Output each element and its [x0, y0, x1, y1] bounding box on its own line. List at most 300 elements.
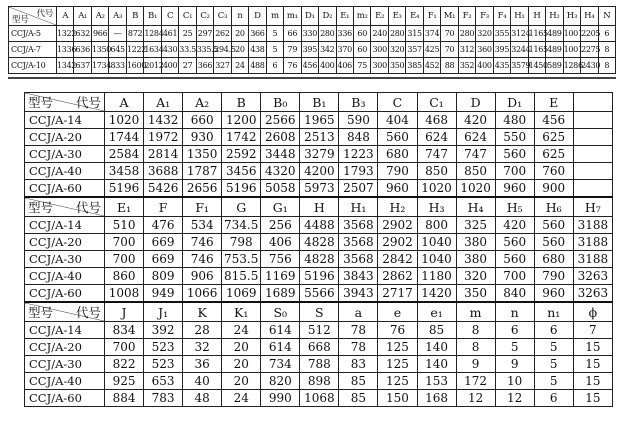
value-cell: 40 [183, 373, 222, 390]
value-cell: 380 [456, 234, 495, 251]
value-cell: 25 [179, 26, 196, 42]
value-cell: 2205 [581, 26, 598, 42]
value-cell: 488 [249, 58, 266, 74]
empty-cell [573, 146, 612, 163]
value-cell: 370 [336, 42, 353, 58]
table-row [25, 180, 613, 198]
value-cell: 6 [495, 322, 534, 339]
value-cell: 1600 [126, 58, 143, 74]
column-header: E₃ [388, 7, 405, 26]
spec-table-large [24, 92, 613, 407]
value-cell: 848 [339, 129, 378, 146]
column-header: ϕ [573, 302, 612, 322]
value-cell: 2592 [222, 146, 261, 163]
value-cell: 406 [336, 58, 353, 74]
column-header: H₃ [417, 197, 456, 217]
value-cell: 357 [406, 42, 423, 58]
spec-table-small [8, 6, 616, 74]
value-cell: 624 [456, 129, 495, 146]
table-row [25, 146, 613, 163]
value-cell: 1322 [57, 26, 74, 42]
value-cell: 8 [598, 42, 615, 58]
column-header: H₂ [378, 197, 417, 217]
value-cell: 798 [222, 234, 261, 251]
value-cell: 534 [183, 217, 222, 234]
table-row [25, 285, 613, 303]
value-cell: 1069 [222, 285, 261, 303]
column-header: a [339, 302, 378, 322]
value-cell: 747 [456, 146, 495, 163]
value-cell: 350 [456, 285, 495, 303]
value-cell: 850 [417, 163, 456, 180]
value-cell: 990 [261, 390, 300, 407]
code-header-label: 代号 [75, 95, 101, 110]
value-cell: 624 [417, 129, 456, 146]
model-cell: CCJ/A-30 [25, 251, 105, 268]
value-cell: 2275 [581, 42, 598, 58]
column-header: M₁ [441, 7, 458, 26]
value-cell: 76 [378, 322, 417, 339]
column-header: n [495, 302, 534, 322]
value-cell: 669 [144, 234, 183, 251]
value-cell: 325 [456, 217, 495, 234]
value-cell: 360 [476, 42, 493, 58]
value-cell: 1066 [183, 285, 222, 303]
value-cell: 476 [144, 217, 183, 234]
model-header-label: 型号 [28, 95, 54, 110]
column-header: J [105, 302, 144, 322]
value-cell: 746 [183, 234, 222, 251]
column-header: D₁ [301, 7, 318, 26]
value-cell: 788 [300, 356, 339, 373]
value-cell: 1020 [456, 180, 495, 198]
value-cell: 400 [319, 58, 336, 74]
value-cell: 342 [319, 42, 336, 58]
value-cell: 1180 [417, 268, 456, 285]
value-cell: 3568 [339, 234, 378, 251]
table-row [25, 356, 613, 373]
model-cell: CCJ/A-20 [25, 339, 105, 356]
value-cell: 280 [458, 26, 475, 42]
value-cell: 636 [74, 42, 91, 58]
column-header: D [456, 93, 495, 112]
value-cell: 1040 [417, 251, 456, 268]
value-cell: 10 [495, 373, 534, 390]
value-cell: 4320 [261, 163, 300, 180]
model-header-label: 型号 [12, 15, 29, 25]
column-header: H₄ [456, 197, 495, 217]
value-cell: 3579 [511, 58, 528, 74]
model-cell: CCJ/A-40 [25, 268, 105, 285]
table-row [25, 322, 613, 339]
value-cell: 312 [458, 42, 475, 58]
value-cell: 645 [109, 42, 126, 58]
model-cell: CCJ/A-40 [25, 373, 105, 390]
value-cell: 5 [495, 339, 534, 356]
value-cell: 949 [144, 285, 183, 303]
value-cell: 28 [183, 322, 222, 339]
value-cell: 240 [371, 26, 388, 42]
column-header: C₁ [417, 93, 456, 112]
column-header: D₂ [319, 7, 336, 26]
value-cell: 700 [105, 251, 144, 268]
value-cell: 790 [378, 163, 417, 180]
model-cell: CCJ/A-60 [25, 285, 105, 303]
column-header: C [161, 7, 178, 26]
column-header: H [300, 197, 339, 217]
value-cell: 1634 [144, 42, 161, 58]
value-cell: 1787 [183, 163, 222, 180]
value-cell: 2842 [378, 251, 417, 268]
value-cell: 790 [534, 268, 573, 285]
value-cell: 76 [284, 58, 301, 74]
value-cell: 4488 [300, 217, 339, 234]
value-cell: 3448 [261, 146, 300, 163]
empty-cell [573, 112, 612, 129]
column-header: F₁ [423, 7, 440, 26]
table-row [25, 251, 613, 268]
value-cell: 3263 [573, 285, 612, 303]
value-cell: 960 [534, 285, 573, 303]
model-cell: CCJ/A-20 [25, 234, 105, 251]
value-cell: 300 [371, 42, 388, 58]
value-cell: 734.5 [222, 217, 261, 234]
value-cell: 1734 [91, 58, 108, 74]
value-cell: 5 [534, 373, 573, 390]
value-cell: 1169 [261, 268, 300, 285]
table-row [25, 268, 613, 285]
value-cell: 960 [378, 180, 417, 198]
column-header: F [144, 197, 183, 217]
column-header: H₁ [339, 197, 378, 217]
value-cell: 760 [534, 163, 573, 180]
column-header: H₇ [573, 197, 612, 217]
value-cell: 489 [546, 42, 563, 58]
value-cell: 355 [493, 26, 510, 42]
value-cell: 60 [353, 26, 370, 42]
model-cell: CCJ/A-10 [9, 58, 57, 74]
value-cell: 27 [179, 58, 196, 74]
value-cell: 395 [493, 42, 510, 58]
column-header: n [231, 7, 248, 26]
column-header: A₂ [91, 7, 108, 26]
value-cell: 320 [456, 268, 495, 285]
value-cell: 2862 [378, 268, 417, 285]
column-header: m₁ [284, 7, 301, 26]
column-header: F₁ [183, 197, 222, 217]
value-cell: 461 [161, 26, 178, 42]
value-cell: 480 [495, 112, 534, 129]
value-cell: 637 [74, 58, 91, 74]
header-corner-cell [25, 93, 105, 112]
table-row [25, 234, 613, 251]
value-cell: 83 [339, 356, 378, 373]
value-cell: 1223 [339, 146, 378, 163]
column-header: A₁ [74, 7, 91, 26]
value-cell: 400 [161, 58, 178, 74]
column-header: G [222, 197, 261, 217]
column-header: S [300, 302, 339, 322]
value-cell: 4200 [300, 163, 339, 180]
column-header: S₀ [261, 302, 300, 322]
header-corner-cell [9, 7, 57, 26]
value-cell: 614 [261, 339, 300, 356]
column-header: A₁ [144, 93, 183, 112]
value-cell: 783 [144, 390, 183, 407]
value-cell: 256 [261, 217, 300, 234]
value-cell: 834 [105, 322, 144, 339]
value-cell: 560 [495, 146, 534, 163]
header-corner-cell [25, 302, 105, 322]
value-cell: 20 [231, 26, 248, 42]
empty-cell [573, 180, 612, 198]
value-cell: 5196 [222, 180, 261, 198]
value-cell: 668 [300, 339, 339, 356]
value-cell: 9 [495, 356, 534, 373]
value-cell: 6 [534, 322, 573, 339]
value-cell: 734 [261, 356, 300, 373]
value-cell: 3279 [300, 146, 339, 163]
value-cell: 24 [222, 390, 261, 407]
model-cell: CCJ/A-20 [25, 129, 105, 146]
value-cell: 15 [573, 339, 612, 356]
value-cell: 3188 [573, 251, 612, 268]
value-cell: 172 [456, 373, 495, 390]
value-cell: 753.5 [222, 251, 261, 268]
value-cell: 85 [339, 373, 378, 390]
model-cell: CCJ/A-7 [9, 42, 57, 58]
column-header: B [126, 7, 143, 26]
value-cell: 700 [495, 268, 534, 285]
value-cell: 395 [301, 42, 318, 58]
value-cell: 420 [456, 112, 495, 129]
model-header-label: 型号 [28, 305, 54, 320]
code-header-label: 代号 [75, 200, 101, 215]
column-header: H [528, 7, 545, 26]
value-cell: 2430 [581, 58, 598, 74]
table-row [25, 217, 613, 234]
value-cell: 925 [105, 373, 144, 390]
value-cell: 374 [423, 26, 440, 42]
value-cell: 2814 [144, 146, 183, 163]
value-cell: 589 [546, 58, 563, 74]
column-header: A [105, 93, 144, 112]
value-cell: 625 [534, 129, 573, 146]
value-cell: 78 [339, 322, 378, 339]
value-cell: 2902 [378, 234, 417, 251]
value-cell: 523 [144, 356, 183, 373]
value-cell: 1284 [144, 26, 161, 42]
value-cell: 822 [105, 356, 144, 373]
value-cell: 4828 [300, 234, 339, 251]
value-cell: 262 [214, 26, 231, 42]
model-cell: CCJ/A-30 [25, 356, 105, 373]
value-cell: 860 [105, 268, 144, 285]
value-cell: 1350 [183, 146, 222, 163]
value-cell: 489 [546, 26, 563, 42]
value-cell: 930 [183, 129, 222, 146]
value-cell: 700 [495, 163, 534, 180]
value-cell: 3943 [339, 285, 378, 303]
model-header-label: 型号 [28, 200, 54, 215]
value-cell: 850 [456, 163, 495, 180]
value-cell: 2656 [183, 180, 222, 198]
value-cell: 6 [598, 26, 615, 42]
value-cell: 660 [183, 112, 222, 129]
value-cell: 297 [196, 26, 213, 42]
section-header-row [25, 197, 613, 217]
value-cell: 2608 [261, 129, 300, 146]
value-cell: 78 [339, 339, 378, 356]
value-cell: 680 [534, 251, 573, 268]
value-cell: 550 [495, 129, 534, 146]
value-cell: 5 [534, 356, 573, 373]
column-header: B₁ [144, 7, 161, 26]
value-cell: 5 [266, 42, 283, 58]
column-header: J₁ [144, 302, 183, 322]
column-header: A₂ [183, 93, 222, 112]
value-cell: 1420 [417, 285, 456, 303]
value-cell: 1068 [300, 390, 339, 407]
column-header: G₁ [261, 197, 300, 217]
value-cell: 3244 [511, 42, 528, 58]
value-cell: 560 [534, 234, 573, 251]
value-cell: 48 [183, 390, 222, 407]
value-cell: 404 [378, 112, 417, 129]
column-header: H₃ [563, 7, 580, 26]
value-cell: 3124 [511, 26, 528, 42]
column-header: m [456, 302, 495, 322]
value-cell: 12 [456, 390, 495, 407]
column-header: B [222, 93, 261, 112]
value-cell: 20 [222, 339, 261, 356]
column-header: A [57, 7, 74, 26]
value-cell: 3568 [339, 217, 378, 234]
value-cell: 70 [441, 42, 458, 58]
empty-cell [573, 163, 612, 180]
value-cell: 70 [441, 26, 458, 42]
value-cell: 336 [336, 26, 353, 42]
value-cell: 36 [183, 356, 222, 373]
value-cell: 125 [378, 373, 417, 390]
value-cell: 20 [222, 356, 261, 373]
column-header: n₁ [534, 302, 573, 322]
column-header: E₁ [105, 197, 144, 217]
value-cell: 300 [371, 58, 388, 74]
column-header: C₃ [214, 7, 231, 26]
value-cell: 809 [144, 268, 183, 285]
value-cell: 625 [534, 146, 573, 163]
value-cell: 560 [378, 129, 417, 146]
value-cell: 800 [417, 217, 456, 234]
column-header: K₁ [222, 302, 261, 322]
column-header: K [183, 302, 222, 322]
value-cell: 884 [105, 390, 144, 407]
table-row [25, 390, 613, 407]
value-cell: 510 [105, 217, 144, 234]
value-cell: 66 [284, 26, 301, 42]
value-cell: 756 [261, 251, 300, 268]
value-cell: 15 [573, 356, 612, 373]
empty-cell [573, 93, 612, 112]
column-header: B₀ [261, 93, 300, 112]
value-cell: 75 [353, 58, 370, 74]
value-cell: 350 [388, 58, 405, 74]
column-header: H₁ [511, 7, 528, 26]
value-cell: 6 [534, 390, 573, 407]
value-cell: 5426 [144, 180, 183, 198]
value-cell: 8 [598, 58, 615, 74]
value-cell: 294.5 [214, 42, 231, 58]
column-header: F₂ [458, 7, 475, 26]
value-cell: 747 [417, 146, 456, 163]
table-row [9, 58, 616, 74]
model-cell: CCJ/A-14 [25, 322, 105, 339]
value-cell: 1744 [105, 129, 144, 146]
value-cell: 20 [231, 42, 248, 58]
value-cell: 966 [91, 26, 108, 42]
value-cell: 88 [441, 58, 458, 74]
column-header: B₃ [339, 93, 378, 112]
model-cell: CCJ/A-60 [25, 390, 105, 407]
value-cell: 1336 [57, 42, 74, 58]
value-cell: 140 [417, 339, 456, 356]
value-cell: 3568 [339, 251, 378, 268]
value-cell: 560 [495, 251, 534, 268]
value-cell: 280 [388, 26, 405, 42]
value-cell: 2507 [339, 180, 378, 198]
column-header: m [266, 7, 283, 26]
table-divider [8, 77, 616, 79]
value-cell: 150 [378, 390, 417, 407]
value-cell: 400 [476, 58, 493, 74]
value-cell: 1965 [300, 112, 339, 129]
column-header: B₁ [300, 93, 339, 112]
table-row [25, 373, 613, 390]
value-cell: 85 [417, 322, 456, 339]
value-cell: 1020 [417, 180, 456, 198]
value-cell: 8 [456, 322, 495, 339]
value-cell: 2717 [378, 285, 417, 303]
value-cell: 79 [284, 42, 301, 58]
value-cell: 960 [495, 180, 534, 198]
column-header: H₅ [495, 197, 534, 217]
column-header: D₁ [495, 93, 534, 112]
value-cell: 2513 [300, 129, 339, 146]
value-cell: 3458 [105, 163, 144, 180]
value-cell: 1020 [105, 112, 144, 129]
value-cell: 560 [495, 234, 534, 251]
value-cell: 320 [476, 26, 493, 42]
value-cell: 3688 [144, 163, 183, 180]
value-cell: 3843 [339, 268, 378, 285]
value-cell: 125 [378, 339, 417, 356]
value-cell: 1350 [91, 42, 108, 58]
value-cell: 33.5 [179, 42, 196, 58]
column-header: N [598, 7, 615, 26]
value-cell: 168 [417, 390, 456, 407]
value-cell: 452 [423, 58, 440, 74]
value-cell: 872 [126, 26, 143, 42]
value-cell: 24 [222, 322, 261, 339]
empty-cell [573, 129, 612, 146]
column-header: A₃ [109, 7, 126, 26]
value-cell: 3263 [573, 268, 612, 285]
value-cell: 906 [183, 268, 222, 285]
value-cell: 24 [231, 58, 248, 74]
value-cell: 1793 [339, 163, 378, 180]
value-cell: 840 [495, 285, 534, 303]
